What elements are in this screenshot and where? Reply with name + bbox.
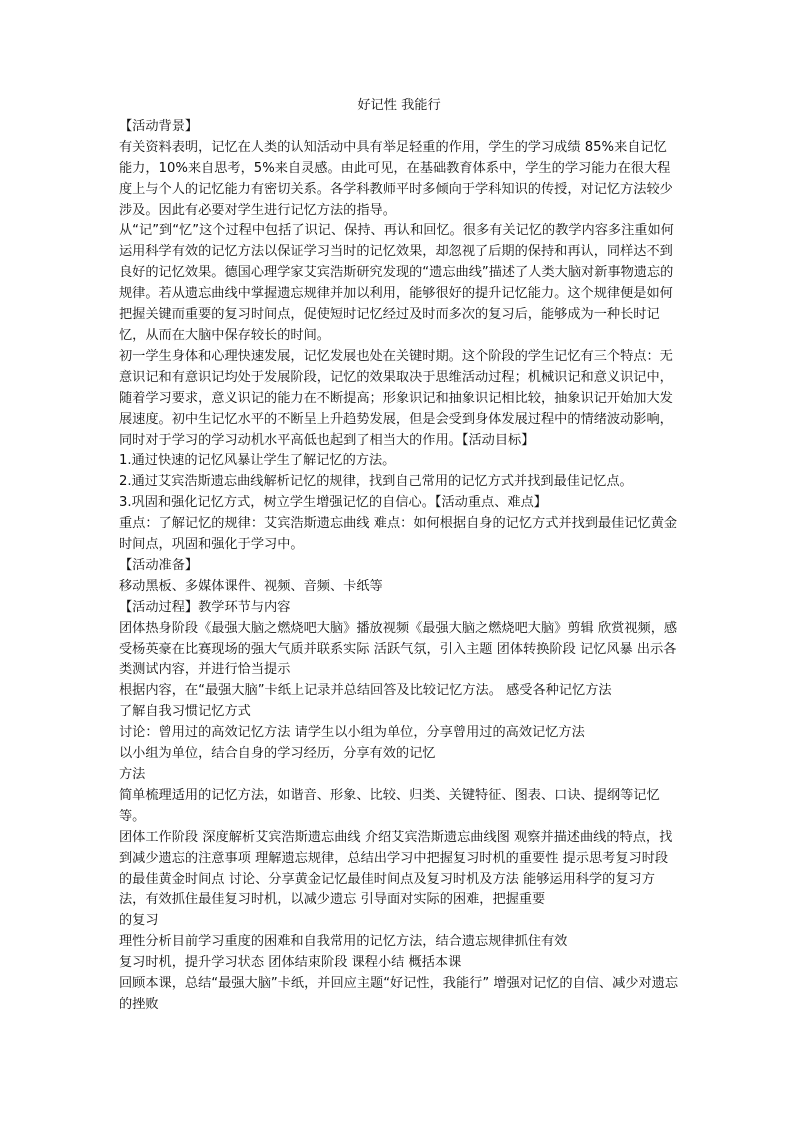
paragraph: 方法 (119, 767, 146, 782)
paragraph: 以小组为单位，结合自身的学习经历，分享有效的记忆 (119, 746, 436, 762)
paragraph: 讨论：曾用过的高效记忆方法 请学生以小组为单位，分享曾用过的高效记忆方法 (119, 725, 585, 741)
paragraph: 回顾本课，总结“最强大脑”卡纸，并回应主题“好记性，我能行” 增强对记忆的自信、减少对遗忘的挫败 (119, 976, 679, 1012)
goal-item: 2.通过艾宾浩斯遗忘曲线解析记忆的规律，找到自己常用的记忆方式并找到最佳记忆点。 (119, 474, 633, 490)
document-body (119, 96, 679, 1016)
paragraph: 团体热身阶段《最强大脑之燃烧吧大脑》播放视频《最强大脑之燃烧吧大脑》剪辑 欣赏视频，感受杨英豪在比赛现场的强大气质并联系实际 活跃气氛，引入主题 团体转换阶段 记忆风暴 出示各类测试内容，并进行恰当提示 (119, 620, 678, 678)
paragraph: 重点：了解记忆的规律：艾宾浩斯遗忘曲线 难点：如何根据自身的记忆方式并找到最佳记忆黄金时间点，巩固和强化于学习中。 (119, 516, 678, 553)
paragraph: 移动黑板、多媒体课件、视频、音频、卡纸等 (119, 578, 383, 594)
paragraph: 团体工作阶段 深度解析艾宾浩斯遗忘曲线 介绍艾宾浩斯遗忘曲线图 观察并描述曲线的特点，找到减少遗忘的注意事项 理解遗忘规律，总结出学习中把握复习时机的重要性 提示思考复习时段的最佳黄金时间点 讨论、分享黄金记忆最佳时间点及复习时机及方法 能够运用科学的复习方法，有效抓住最佳复习时机，以减少遗忘 引导面对实际的困难，把握重要 (119, 829, 673, 908)
goal-item: 3.巩固和强化记忆方式，树立学生增强记忆的自信心。【活动重点、难点】 (119, 495, 547, 511)
paragraph: 根据内容，在“最强大脑”卡纸上记录并总结回答及比较记忆方法。 感受各种记忆方法 (119, 683, 612, 699)
paragraph: 的复习 (119, 913, 159, 929)
paragraph: 从“记”到“忆”这个过程中包括了识记、保持、再认和回忆。很多有关记忆的教学内容多注重如何运用科学有效的记忆方法以保证学习当时的记忆效果，却忽视了后期的保持和再认，同样达不到良好的记忆效果。德国心理学家艾宾浩斯研究发现的“遗忘曲线”描述了人类大脑对新事物遗忘的规律。若从遗忘曲线中掌握遗忘规律并加以利用，能够很好的提升记忆能力。这个规律便是如何把握关键而重要的复习时间点，促使短时记忆经过及时而多次的复习后，能够成为一种长时记忆，从而在大脑中保存较长的时间。 (119, 223, 674, 343)
section-heading-process: 【活动过程】教学环节与内容 (119, 599, 291, 615)
paragraph: 了解自我习惯记忆方式 (119, 704, 251, 720)
paragraph: 复习时机，提升学习状态 团体结束阶段 课程小结 概括本课 (119, 955, 462, 971)
paragraph: 初一学生身体和心理快速发展，记忆发展也处在关键时期。这个阶段的学生记忆有三个特点：无意识记和有意识记均处于发展阶段，记忆的效果取决于思维活动过程；机械识记和意义识记中，随着学习要求，意义识记的能力在不断提高；形象识记和抽象识记相比较，抽象识记开始加大发展速度。初中生记忆水平的不断呈上升趋势发展，但是会受到身体发展过程中的情绪波动影响，同时对于学习的学习动机水平高低也起到了相当大的作用。【活动目标】 (119, 348, 673, 448)
paragraph: 简单梳理适用的记忆方法，如谐音、形象、比较、归类、关键特征、图表、口诀、提纲等记忆等。 (119, 787, 660, 824)
document-title: 好记性 我能行 (357, 98, 441, 113)
goal-item: 1.通过快速的记忆风暴让学生了解记忆的方法。 (119, 453, 396, 469)
section-heading-background: 【活动背景】 (119, 118, 199, 134)
paragraph: 理性分析目前学习重度的困难和自我常用的记忆方法，结合遗忘规律抓住有效 (119, 934, 568, 950)
section-heading-preparation: 【活动准备】 (119, 557, 199, 573)
paragraph: 有关资料表明，记忆在人类的认知活动中具有举足轻重的作用，学生的学习成绩 85%来自记忆能力，10%来自思考，5%来自灵感。由此可见，在基础教育体系中，学生的学习能力在很大程度上与个人的记忆能力有密切关系。各学科教师平时多倾向于学科知识的传授，对记忆方法较少涉及。因此有必要对学生进行记忆方法的指导。 (119, 139, 673, 218)
